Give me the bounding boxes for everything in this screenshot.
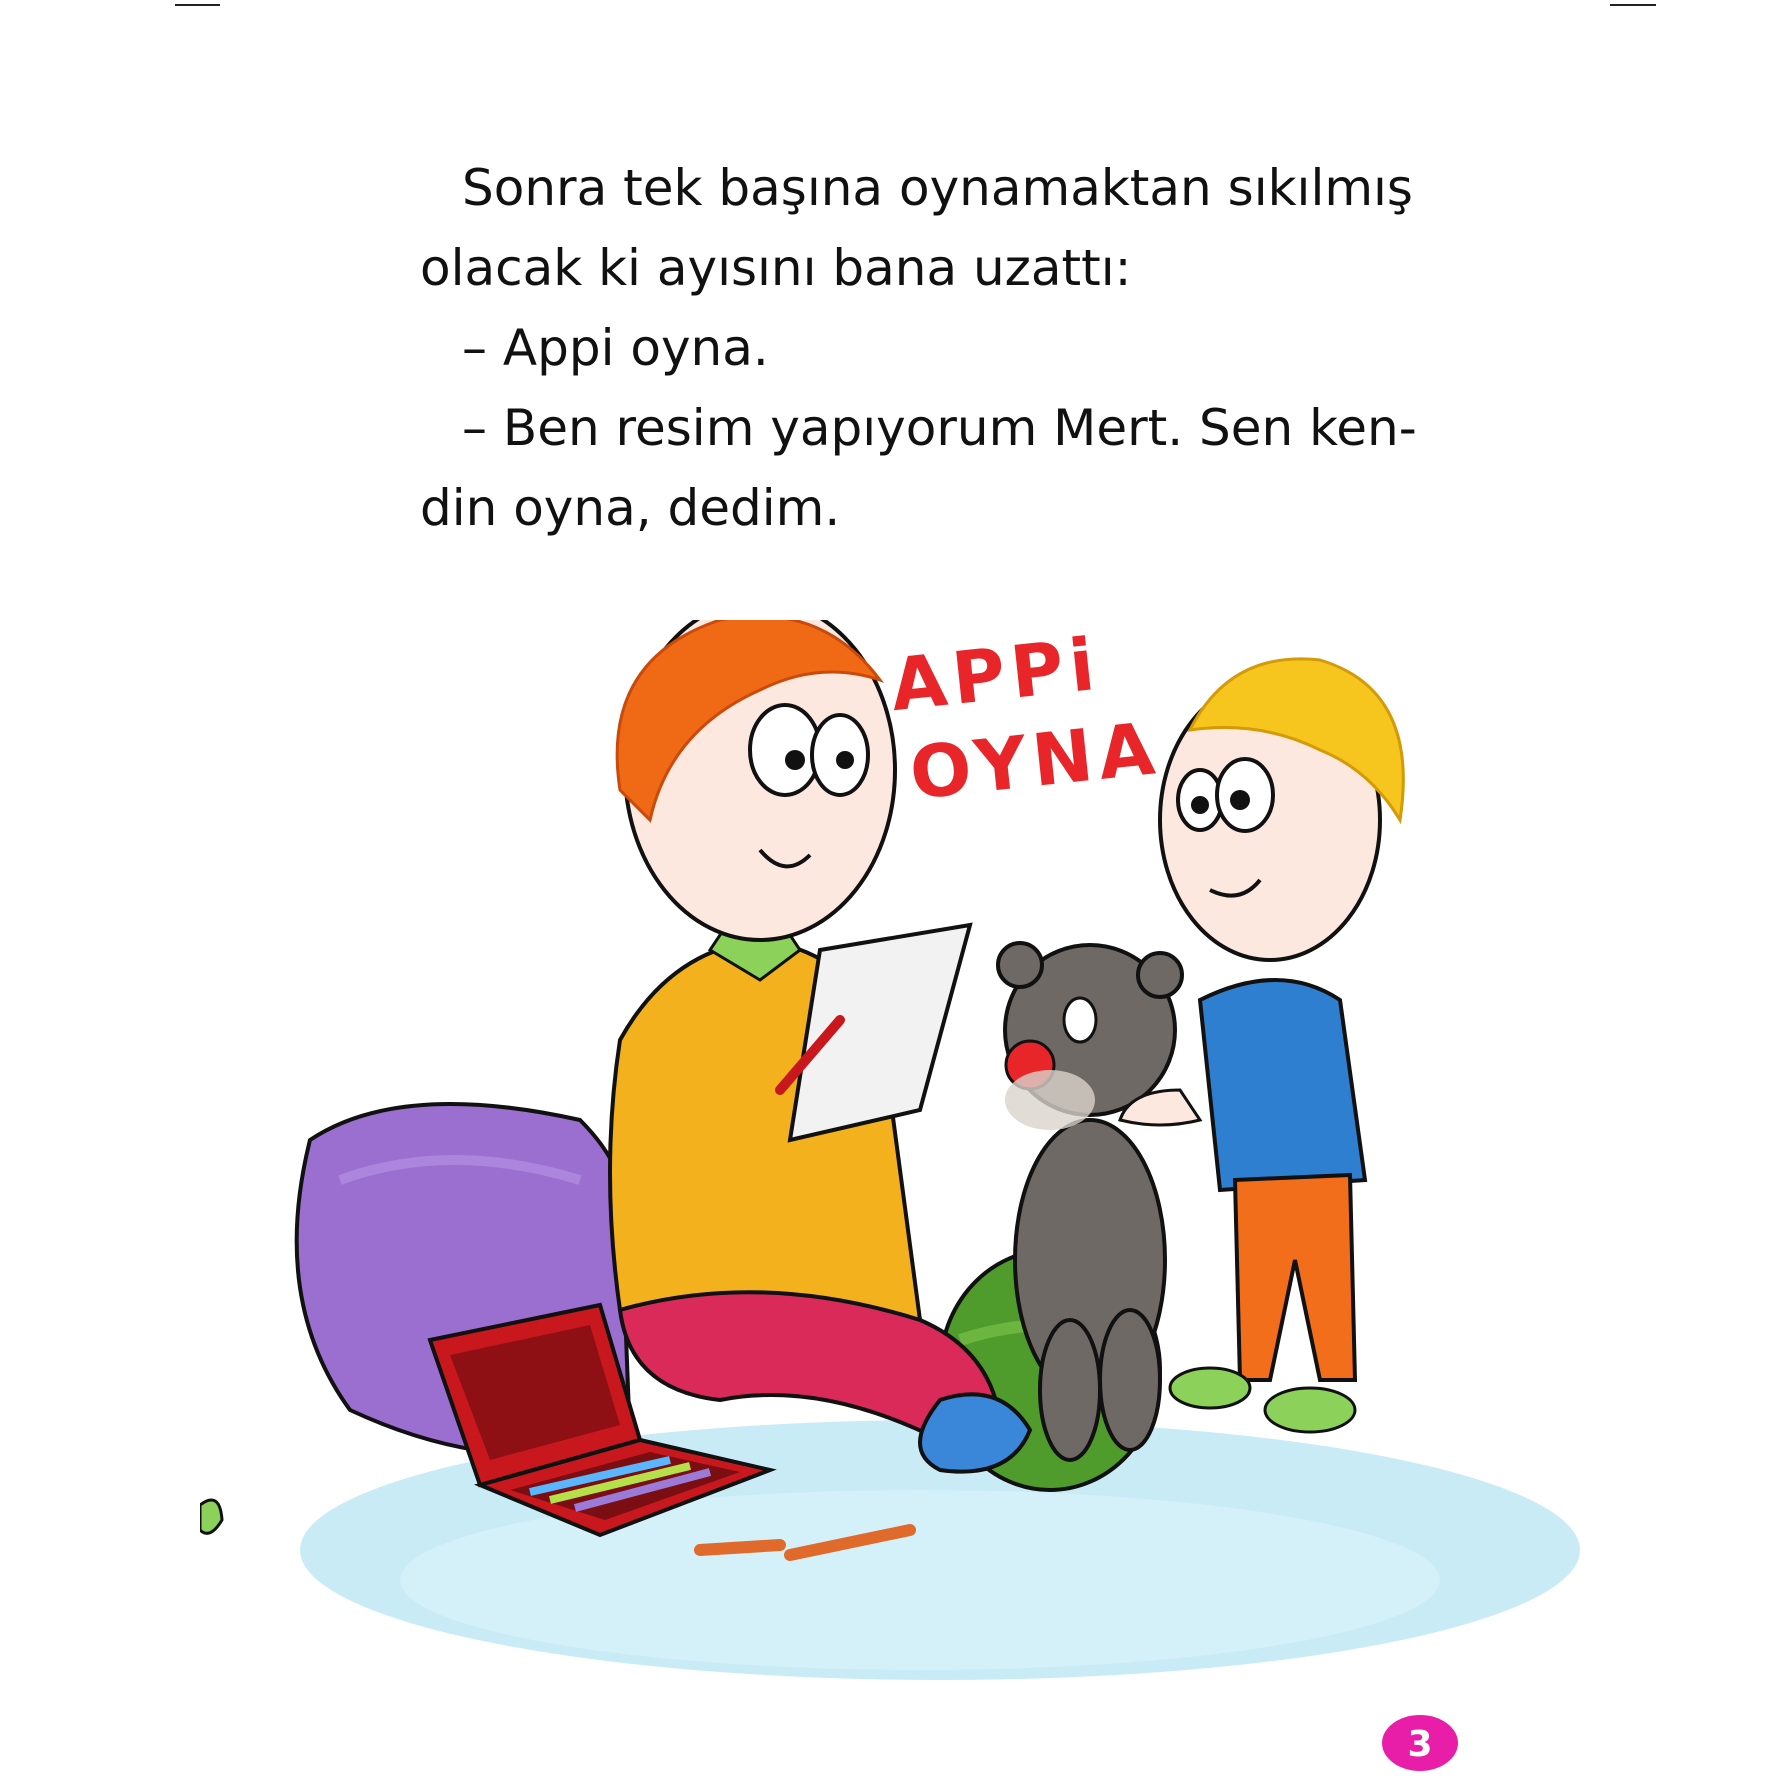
boy-pupil-right: [836, 751, 854, 769]
bear-leg-right: [1100, 1310, 1160, 1450]
illustration: [200, 620, 1620, 1700]
bear-ear-right: [1138, 953, 1182, 997]
blond-pupil-right: [1230, 790, 1250, 810]
boy-eye-left: [750, 705, 820, 795]
speech-line-1: APPi: [886, 621, 1105, 728]
bear-muzzle: [1005, 1070, 1095, 1130]
story-line-1: Sonra tek başına oynamaktan sıkılmış: [462, 159, 1413, 217]
bear-eye: [1064, 998, 1096, 1042]
page-number-badge: [1380, 1713, 1460, 1773]
leaf-decoration: [200, 1500, 222, 1533]
green-sock-right: [1265, 1388, 1355, 1432]
green-sock-left: [1170, 1368, 1250, 1408]
boy-pupil-left: [785, 750, 805, 770]
orange-trousers: [1235, 1175, 1355, 1380]
bear-ear-left: [998, 943, 1042, 987]
crop-mark-right: [1610, 4, 1656, 6]
crop-mark-left: [175, 4, 220, 6]
story-line-3: – Appi oyna.: [462, 319, 769, 377]
story-line-5: din oyna, dedim.: [420, 479, 841, 537]
story-line-4: – Ben resim yapıyorum Mert. Sen ken-: [462, 399, 1417, 457]
blond-pupil-left: [1191, 796, 1209, 814]
loose-pencil-1: [700, 1545, 780, 1550]
speech-text: [887, 620, 1165, 817]
story-line-2: olacak ki ayısını bana uzattı:: [420, 239, 1132, 297]
speech-line-2: OYNA: [906, 705, 1165, 816]
story-text: [420, 148, 1417, 548]
bear-leg-left: [1040, 1320, 1100, 1460]
drawing-paper: [790, 925, 970, 1140]
blue-shirt: [1200, 980, 1365, 1190]
page-number: 3: [1407, 1724, 1433, 1765]
